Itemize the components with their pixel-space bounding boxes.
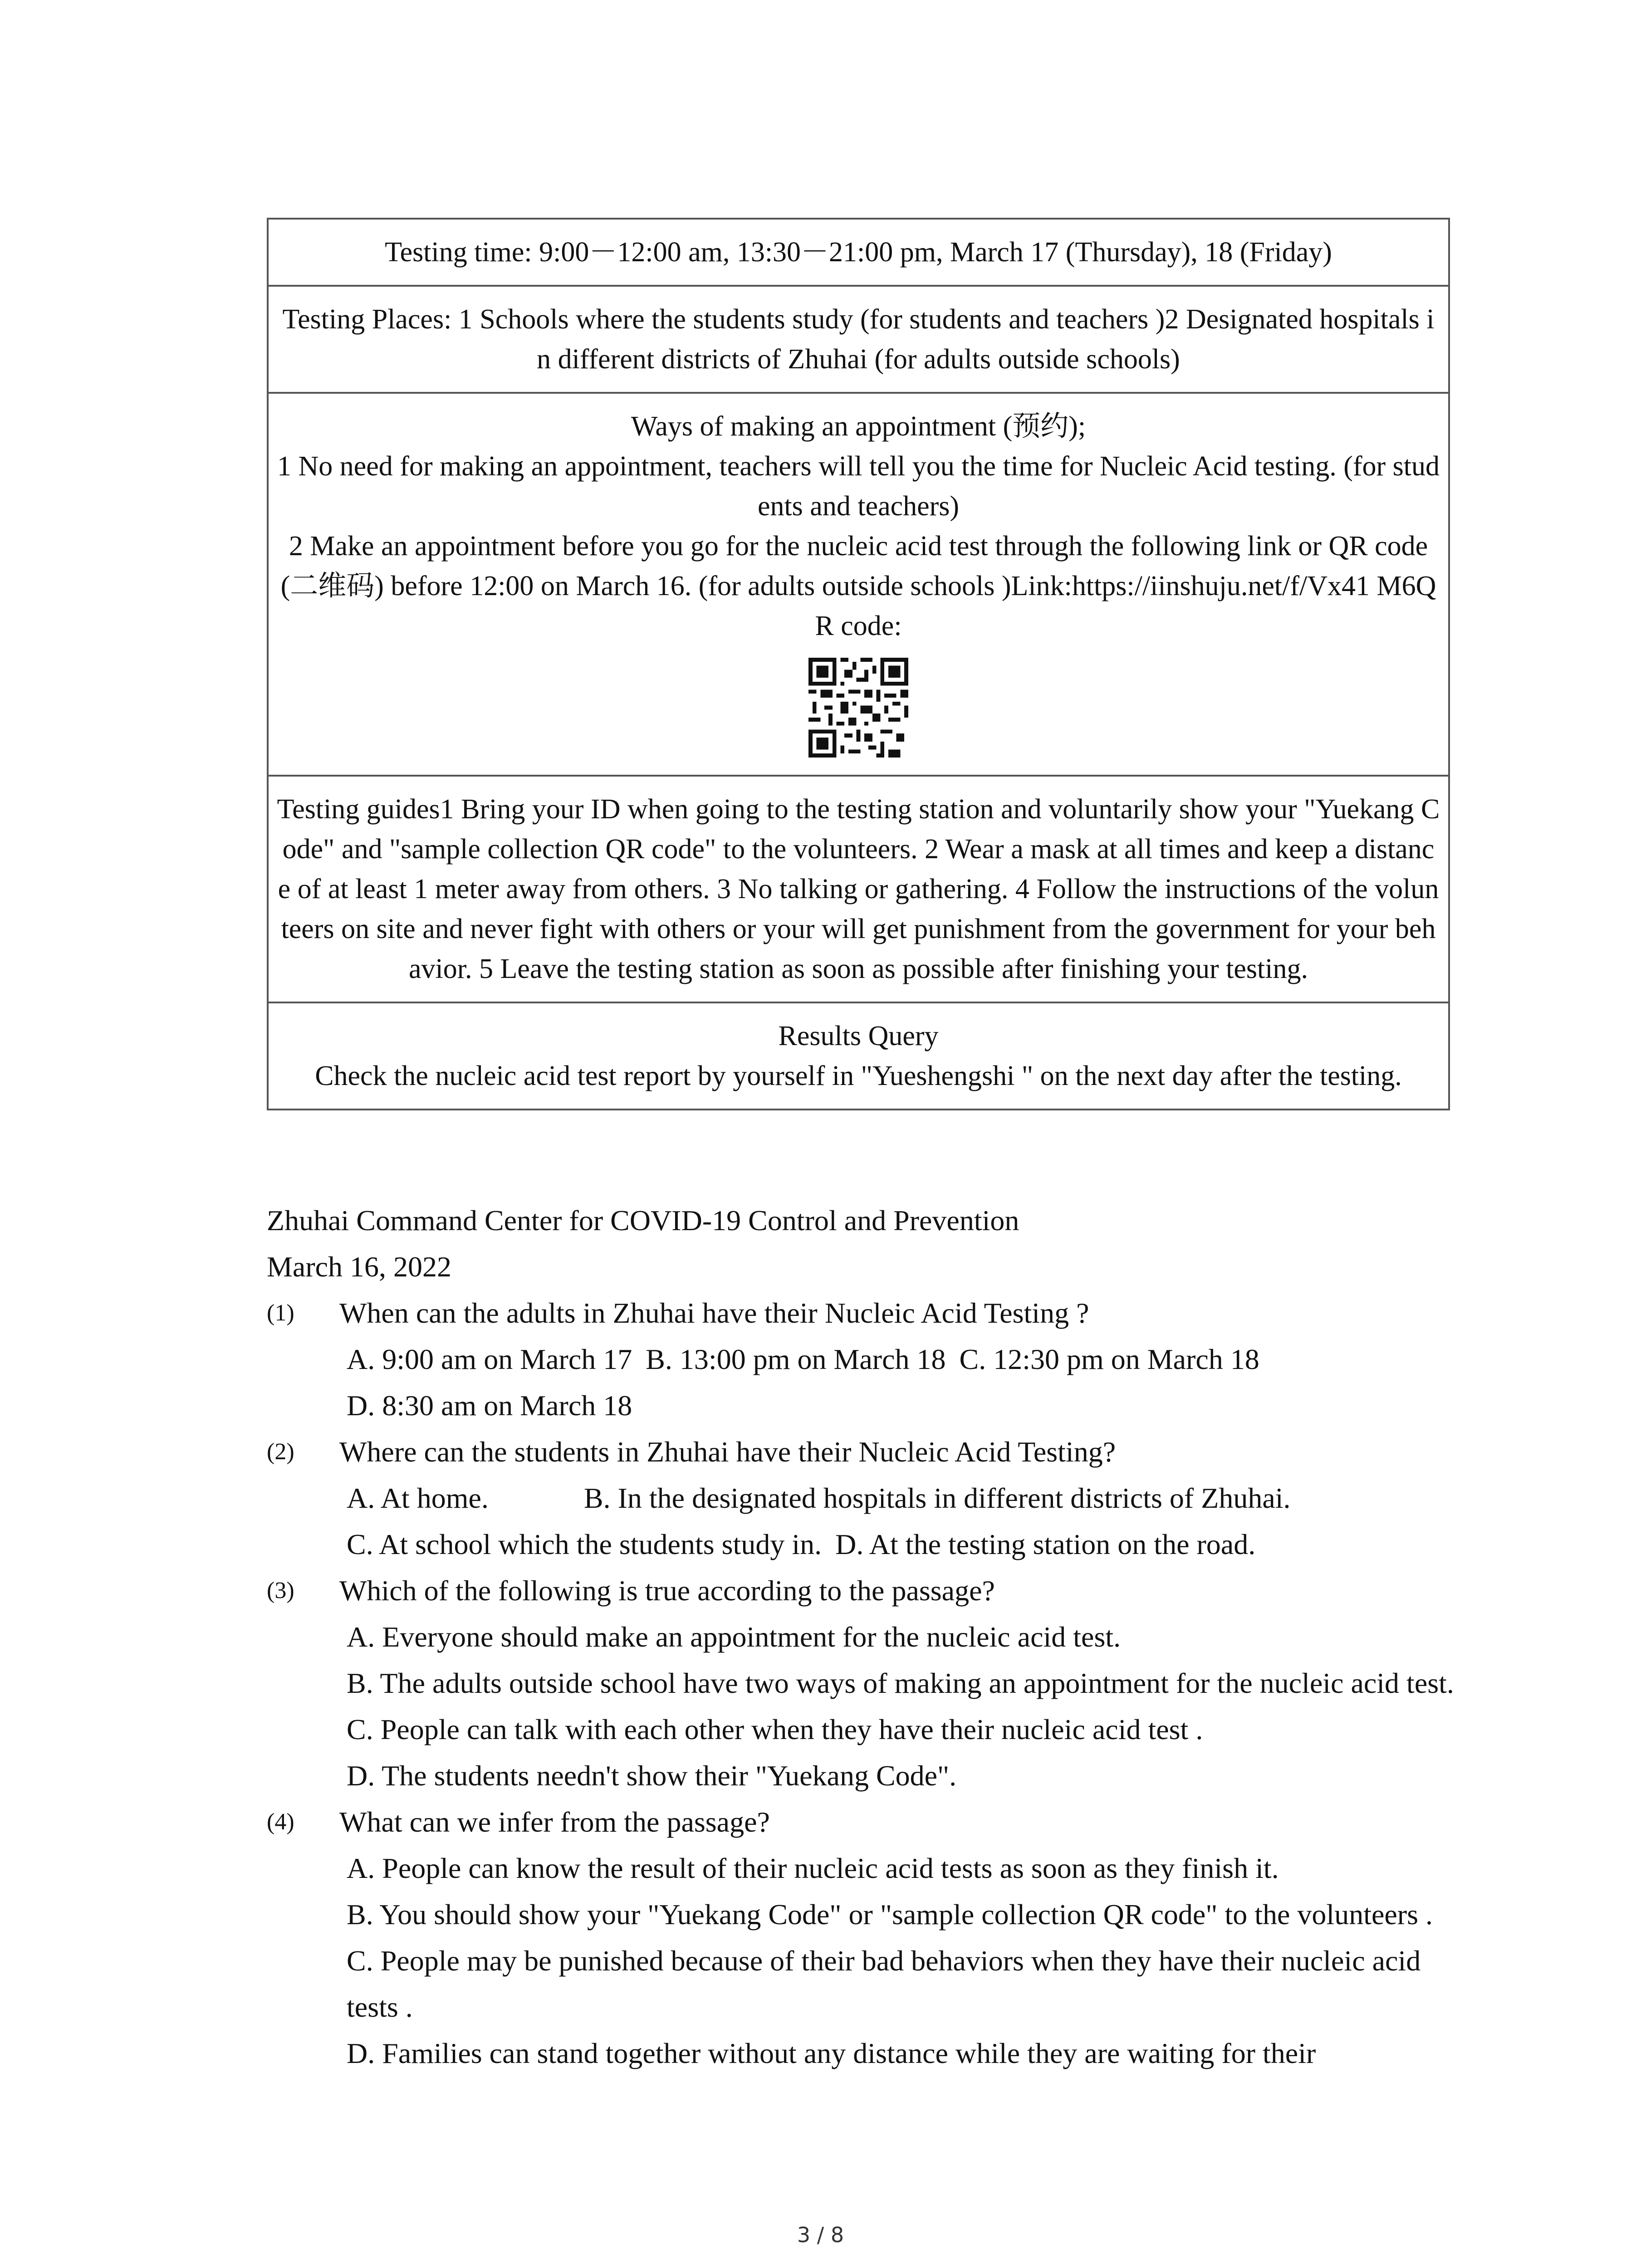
options-row [347, 1475, 1465, 1521]
option-c[interactable]: C. People may be punished because of their bad behaviors when they have their nucleic acid tests . [347, 1945, 1421, 2023]
results-query-cell [268, 1002, 1449, 1110]
question-number: (4) [267, 1809, 294, 1835]
option-d[interactable]: D. Families can stand together without any distance while they are waiting for their [347, 2037, 1316, 2069]
testing-guides-cell: Testing guides1 Bring your ID when going to the testing station and voluntarily show your "Yuekang Code" and "sample collection QR code" to the volunteers. 2 Wear a mask at all times and keep a distance of at least 1 meter away from others. 3 No talking or gathering. 4 Follow the instructions of the volunteers on site and never fight with others or your will get punishment from the government for your behavior. 5 Leave the testing station as soon as possible after finishing your testing. [268, 776, 1449, 1002]
option-b[interactable]: B. 13:00 pm on March 18 [646, 1343, 946, 1375]
question-number: (2) [267, 1439, 294, 1465]
option-c[interactable]: C. 12:30 pm on March 18 [959, 1343, 1259, 1375]
question-stem: When can the adults in Zhuhai have their Nucleic Acid Testing ? [339, 1297, 1089, 1329]
testing-places-cell: Testing Places: 1 Schools where the students study (for students and teachers )2 Designated hospitals in different districts of Zhuhai (for adults outside schools) [268, 286, 1449, 393]
option-a[interactable]: A. Everyone should make an appointment for the nucleic acid test. [347, 1621, 1121, 1653]
appointment-line-1: 1 No need for making an appointment, teachers will tell you the time for Nucleic Acid testing. (for students and teachers) [277, 451, 1440, 522]
question-number: (1) [267, 1300, 294, 1326]
option-d[interactable]: D. 8:30 am on March 18 [347, 1389, 632, 1422]
option-a[interactable]: A. People can know the result of their nucleic acid tests as soon as they finish it. [347, 1852, 1279, 1884]
table-row [268, 286, 1449, 393]
appointment-heading: Ways of making an appointment (预约); [631, 411, 1086, 442]
table-row [268, 1002, 1449, 1110]
results-heading: Results Query [778, 1021, 939, 1051]
question-stem: Which of the following is true according to the passage? [339, 1574, 995, 1607]
question-2 [267, 1429, 1465, 1475]
option-d[interactable]: D. At the testing station on the road. [835, 1528, 1256, 1560]
option-c[interactable]: C. People can talk with each other when they have their nucleic acid test . [347, 1713, 1203, 1745]
option-d[interactable]: D. The students needn't show their "Yuekang Code". [347, 1760, 957, 1792]
appointment-cell [268, 393, 1449, 776]
issue-date: March 16, 2022 [267, 1251, 452, 1283]
notice-footer [267, 1198, 1019, 1290]
question-3 [267, 1568, 1465, 1614]
option-c[interactable]: C. At school which the students study in. [347, 1528, 822, 1560]
question-stem: Where can the students in Zhuhai have their Nucleic Acid Testing? [339, 1436, 1116, 1468]
question-number: (3) [267, 1578, 294, 1603]
notice-table [267, 218, 1450, 1110]
qr-code-icon[interactable] [804, 658, 913, 758]
issuing-organization: Zhuhai Command Center for COVID-19 Control and Prevention [267, 1204, 1019, 1237]
results-text: Check the nucleic acid test report by yourself in "Yueshengshi " on the next day after the testing. [315, 1061, 1402, 1091]
option-b[interactable]: B. The adults outside school have two ways of making an appointment for the nucleic acid test. [347, 1667, 1454, 1699]
question-4 [267, 1799, 1465, 1845]
table-row [268, 776, 1449, 1002]
option-b[interactable]: B. In the designated hospitals in different districts of Zhuhai. [583, 1482, 1291, 1514]
question-1 [267, 1290, 1465, 1336]
options-row [347, 1336, 1465, 1383]
testing-time-cell: Testing time: 9:00－12:00 am, 13:30－21:00 pm, March 17 (Thursday), 18 (Friday) [268, 219, 1449, 286]
appointment-line-2: 2 Make an appointment before you go for the nucleic acid test through the following link or QR code (二维码) before 12:00 on March 16. (for adults outside schools )Link:https://iinshuju.net/f/Vx41 M6QR code: [280, 531, 1436, 641]
page-number: 3 / 8 [797, 2223, 844, 2247]
table-row [268, 393, 1449, 776]
options-row [347, 1521, 1465, 1568]
option-b[interactable]: B. You should show your "Yuekang Code" or "sample collection QR code" to the volunteers . [347, 1898, 1433, 1931]
option-a[interactable]: A. 9:00 am on March 17 [347, 1343, 632, 1375]
option-a[interactable]: A. At home. [347, 1482, 489, 1514]
question-stem: What can we infer from the passage? [339, 1806, 770, 1838]
table-row [268, 219, 1449, 286]
questions-section [267, 1290, 1465, 2077]
